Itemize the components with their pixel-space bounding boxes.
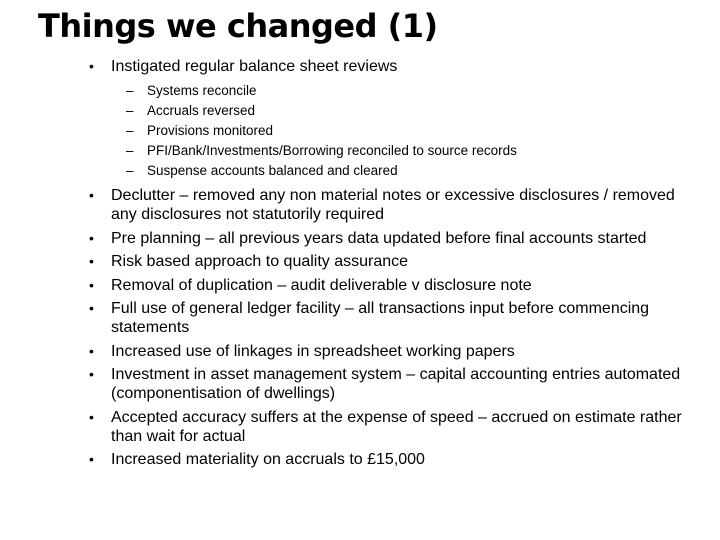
bullet-dot-icon: •	[89, 408, 94, 425]
bullet-dot-icon: •	[89, 451, 94, 468]
bullet-item	[86, 276, 701, 295]
bullet-text: Increased materiality on accruals to £15,000	[111, 451, 425, 469]
bullet-item	[86, 365, 701, 403]
slide-title: Things we changed (1)	[38, 7, 438, 45]
sub-bullet-item	[126, 81, 701, 101]
bullet-item	[86, 450, 701, 469]
bullet-item	[86, 186, 701, 224]
bullet-list	[86, 57, 701, 474]
bullet-dot-icon: •	[89, 366, 94, 383]
bullet-text: Full use of general ledger facility – all transactions input before commencing statements	[111, 300, 650, 337]
bullet-text: Increased use of linkages in spreadsheet working papers	[111, 342, 515, 360]
bullet-text: Risk based approach to quality assurance	[111, 253, 409, 271]
bullet-text: Removal of duplication – audit deliverable v disclosure note	[111, 276, 532, 294]
dash-icon: –	[126, 122, 134, 138]
bullet-item	[86, 342, 701, 361]
sub-bullet-text: Provisions monitored	[147, 122, 274, 138]
dash-icon: –	[126, 143, 134, 159]
bullet-text: Pre planning – all previous years data updated before final accounts started	[111, 229, 647, 247]
bullet-item	[86, 408, 701, 446]
bullet-dot-icon: •	[89, 253, 94, 270]
dash-icon: –	[126, 102, 134, 118]
sub-bullet-item	[126, 141, 701, 161]
bullet-dot-icon: •	[89, 300, 94, 317]
bullet-dot-icon: •	[89, 58, 94, 74]
dash-icon: –	[126, 163, 134, 179]
bullet-dot-icon: •	[89, 342, 94, 359]
sub-bullet-item	[126, 121, 701, 141]
sub-bullet-text: Systems reconcile	[147, 82, 257, 98]
bullet-item	[86, 299, 701, 337]
bullet-item	[86, 252, 701, 271]
bullet-item	[86, 57, 701, 76]
bullet-text: Investment in asset management system – capital accounting entries automated (componentisation of dwellings)	[111, 366, 681, 403]
bullet-text: Accepted accuracy suffers at the expense of speed – accrued on estimate rather than wait for actual	[111, 408, 682, 445]
sub-bullet-item	[126, 161, 701, 181]
bullet-text: Declutter – removed any non material notes or excessive disclosures / removed any disclosures not statutorily required	[111, 187, 675, 224]
sub-bullet-list	[86, 81, 701, 182]
sub-bullet-text: PFI/Bank/Investments/Borrowing reconciled to source records	[147, 143, 517, 159]
bullet-text: Instigated regular balance sheet reviews	[111, 58, 398, 75]
bullet-item	[86, 229, 701, 248]
dash-icon: –	[126, 82, 134, 98]
bullet-dot-icon: •	[89, 276, 94, 293]
bullet-dot-icon: •	[89, 229, 94, 246]
sub-bullet-text: Suspense accounts balanced and cleared	[147, 163, 398, 179]
sub-bullet-item	[126, 101, 701, 121]
sub-bullet-text: Accruals reversed	[147, 102, 256, 118]
bullet-dot-icon: •	[89, 187, 94, 204]
